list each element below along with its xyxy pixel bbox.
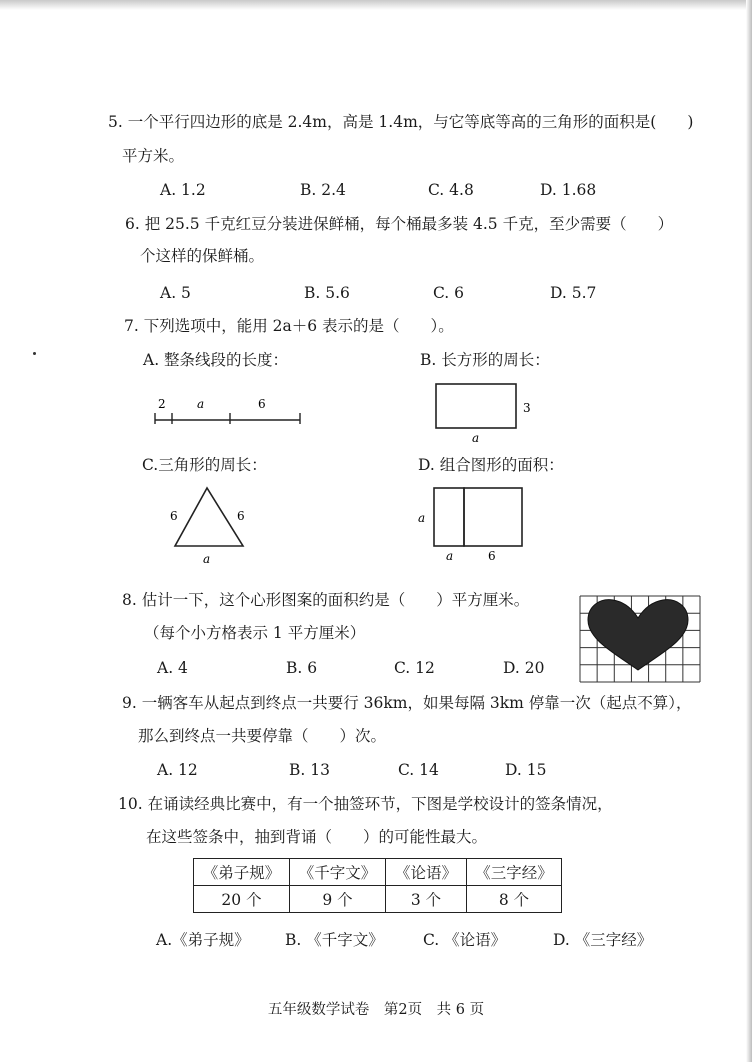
q7-option-c[interactable]: C.三角形的周长： (142, 456, 267, 474)
table-row (194, 859, 562, 886)
q8-heart-shape (588, 600, 688, 670)
scan-speck (33, 352, 36, 355)
q6-line2: 个这样的保鲜桶。 (140, 247, 265, 265)
q7-b-label-a: a (472, 431, 480, 444)
q7-option-a[interactable]: A. 整条线段的长度： (143, 351, 289, 369)
q6-line1: 6. 把 25.5 千克红豆分装进保鲜桶，每个桶最多装 4.5 千克，至少需要（ ） (125, 215, 674, 233)
q7-d-label-left: a (418, 511, 426, 525)
scan-shadow-top (0, 0, 752, 10)
table-header-cell: 《弟子规》 (194, 859, 290, 886)
q5-option-a[interactable]: A. 1.2 (160, 181, 206, 199)
q10-option-b[interactable]: B. 《千字文》 (285, 931, 384, 949)
scan-shadow-right (746, 0, 752, 1062)
table-header-cell: 《论语》 (386, 859, 467, 886)
q10-line2: 在这些签条中，抽到背诵（ ）的可能性最大。 (146, 828, 488, 846)
q9-option-c[interactable]: C. 14 (398, 761, 439, 779)
table-header-cell: 《千字文》 (290, 859, 386, 886)
q10-lots-table (193, 858, 562, 913)
q7-option-b[interactable]: B. 长方形的周长： (420, 351, 550, 369)
q8-option-b[interactable]: B. 6 (286, 659, 318, 677)
q7-d-label-6: 6 (488, 549, 496, 563)
q7-b-label-3: 3 (523, 401, 531, 415)
q7-d-label-a: a (446, 549, 454, 563)
page-footer: 五年级数学试卷 第2页 共 6 页 (267, 1002, 485, 1018)
q6-option-d[interactable]: D. 5.7 (550, 284, 597, 302)
q7-stem: 7. 下列选项中，能用 2a＋6 表示的是（ ）。 (124, 317, 454, 335)
q7-d-composite-figure (412, 484, 542, 568)
q8-option-a[interactable]: A. 4 (157, 659, 188, 677)
q6-option-b[interactable]: B. 5.6 (304, 284, 350, 302)
q10-line1: 10. 在诵读经典比赛中，有一个抽签环节，下图是学校设计的签条情况， (118, 795, 613, 813)
table-cell: 9 个 (290, 886, 386, 913)
q7-c-label-left: 6 (170, 509, 178, 523)
q7-a-label-a: a (197, 397, 205, 411)
q8-option-c[interactable]: C. 12 (394, 659, 435, 677)
table-cell: 8 个 (467, 886, 562, 913)
q8-line1: 8. 估计一下，这个心形图案的面积约是（ ）平方厘米。 (122, 591, 530, 609)
q10-option-c[interactable]: C. 《论语》 (423, 931, 507, 949)
q7-c-triangle-figure (165, 484, 265, 568)
q5-option-d[interactable]: D. 1.68 (540, 181, 597, 199)
q7-a-label-6: 6 (258, 397, 266, 411)
q8-line2: （每个小方格表示 1 平方厘米） (144, 624, 366, 642)
q6-option-a[interactable]: A. 5 (160, 284, 191, 302)
q7-c-label-a: a (203, 552, 211, 566)
q9-option-d[interactable]: D. 15 (505, 761, 547, 779)
table-cell: 3 个 (386, 886, 467, 913)
q7-b-rectangle-figure (430, 380, 540, 444)
q5-line1: 5. 一个平行四边形的底是 2.4m，高是 1.4m，与它等底等高的三角形的面积是( ) (108, 113, 694, 131)
q5-option-b[interactable]: B. 2.4 (300, 181, 346, 199)
q8-heart-grid-figure (578, 594, 702, 686)
q6-option-c[interactable]: C. 6 (433, 284, 465, 302)
q8-option-d[interactable]: D. 20 (503, 659, 545, 677)
q7-a-label-2: 2 (158, 397, 166, 411)
table-cell: 20 个 (194, 886, 290, 913)
q5-option-c[interactable]: C. 4.8 (428, 181, 474, 199)
table-header-cell: 《三字经》 (467, 859, 562, 886)
q7-a-segment-figure (150, 392, 310, 432)
q10-option-a[interactable]: A.《弟子规》 (156, 931, 250, 949)
q10-option-d[interactable]: D. 《三字经》 (553, 931, 653, 949)
q7-option-d[interactable]: D. 组合图形的面积： (418, 456, 564, 474)
q9-line2: 那么到终点一共要停靠（ ）次。 (138, 727, 387, 745)
q7-c-label-right: 6 (237, 509, 245, 523)
q5-line2: 平方米。 (122, 147, 185, 165)
q9-line1: 9. 一辆客车从起点到终点一共要行 36km，如果每隔 3km 停靠一次（起点不算）， (122, 694, 692, 712)
q9-option-a[interactable]: A. 12 (157, 761, 198, 779)
q9-option-b[interactable]: B. 13 (289, 761, 330, 779)
table-row (194, 886, 562, 913)
